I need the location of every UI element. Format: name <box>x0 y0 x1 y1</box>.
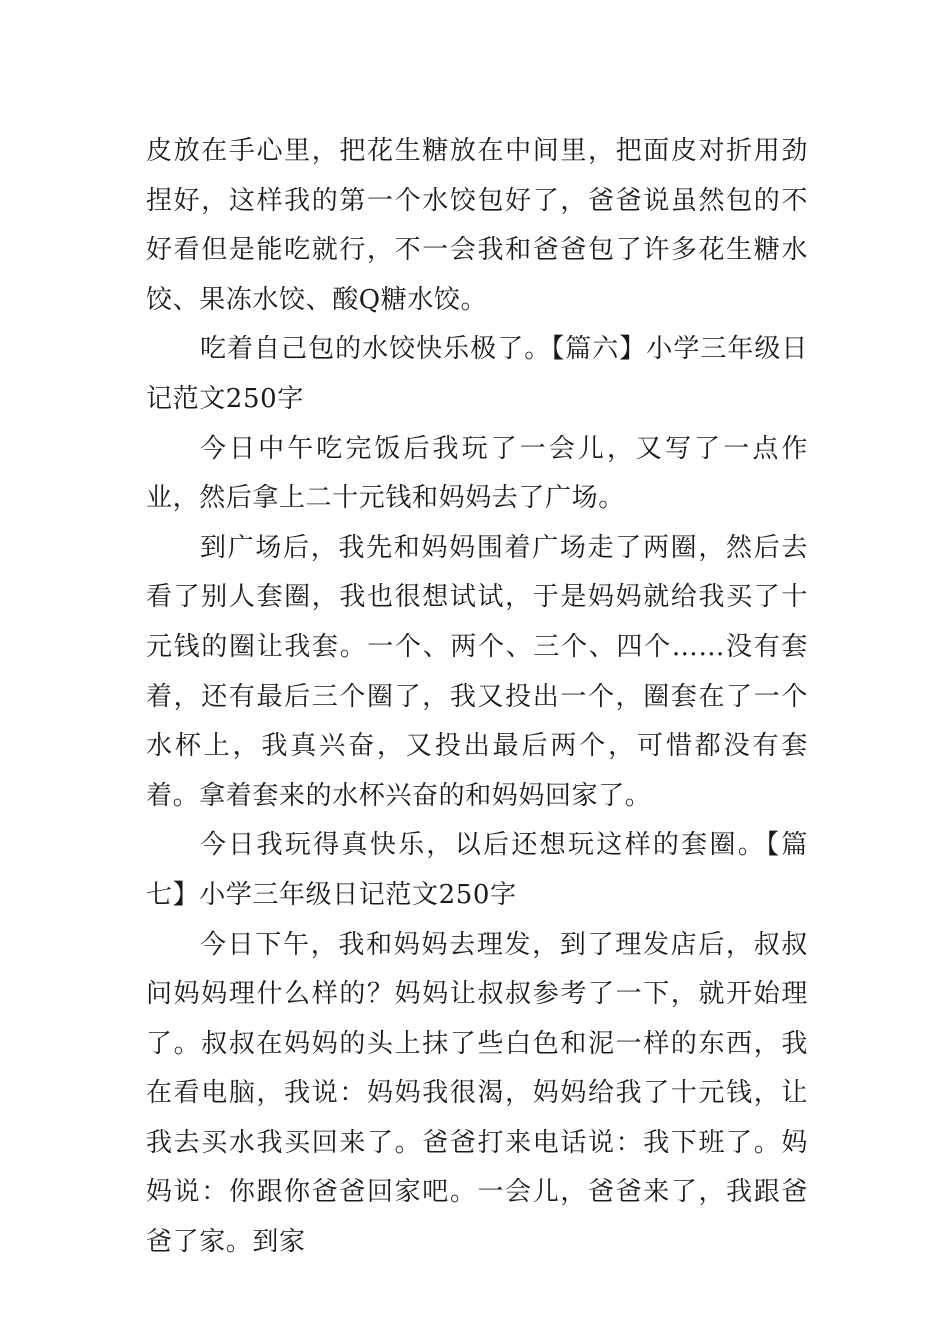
paragraph-4: 到广场后，我先和妈妈围着广场走了两圈，然后去看了别人套圈，我也很想试试，于是妈妈就给我买了十元钱的圈让我套。一个、两个、三个、四个……没有套着，还有最后三个圈了，我又投出一个，圈套在了一个水杯上，我真兴奋，又投出最后两个，可惜都没有套着。拿着套来的水杯兴奋的和妈妈回家了。 <box>146 532 808 811</box>
paragraph-5: 今日我玩得真快乐，以后还想玩这样的套圈。【篇七】小学三年级日记范文250字 <box>146 830 808 910</box>
document-body <box>146 127 808 1268</box>
paragraph-6: 今日下午，我和妈妈去理发，到了理发店后，叔叔问妈妈理什么样的？妈妈让叔叔参考了一下，就开始理了。叔叔在妈妈的头上抹了些白色和泥一样的东西，我在看电脑，我说：妈妈我很渴，妈妈给我了十元钱，让我去买水我买回来了。爸爸打来电话说：我下班了。妈妈说：你跟你爸爸回家吧。一会儿，爸爸来了，我跟爸爸了家。到家 <box>146 929 808 1258</box>
paragraph-3: 今日中午吃完饭后我玩了一会儿，又写了一点作业，然后拿上二十元钱和妈妈去了广场。 <box>146 433 808 514</box>
paragraph-2: 吃着自己包的水饺快乐极了。【篇六】小学三年级日记范文250字 <box>146 334 808 414</box>
paragraph-1: 皮放在手心里，把花生糖放在中间里，把面皮对折用劲捏好，这样我的第一个水饺包好了，爸爸说虽然包的不好看但是能吃就行，不一会我和爸爸包了许多花生糖水饺、果冻水饺、酸Q糖水饺。 <box>146 136 808 315</box>
